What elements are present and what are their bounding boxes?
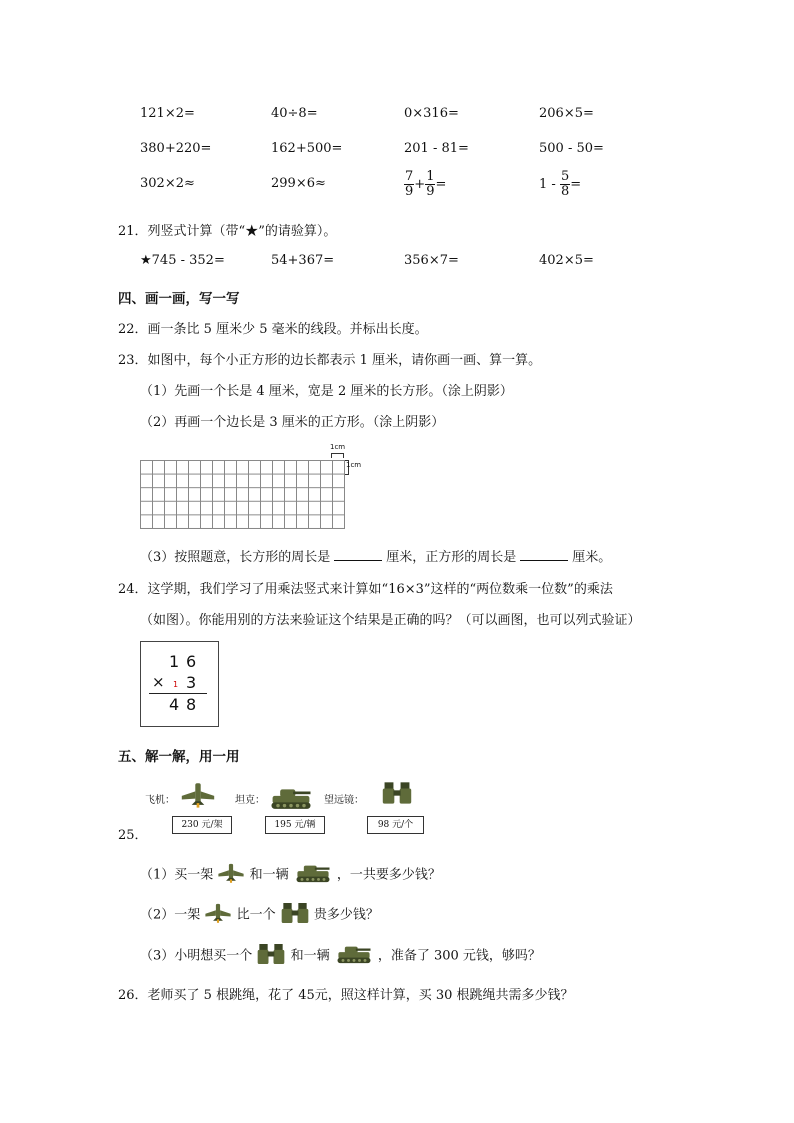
binoculars-price-tag: 98 元/个	[367, 816, 424, 834]
one-minus: 1 -	[539, 177, 556, 192]
plus-sign: +	[414, 177, 426, 192]
fraction-7-9	[404, 170, 414, 199]
p3-text-b: 厘米，正方形的周长是	[386, 550, 517, 565]
q21-item-4: 402×5=	[539, 253, 594, 268]
p3-text-c: ，准备了 300 元钱，够吗？	[377, 948, 541, 964]
unit-label-top: 1cm	[330, 443, 346, 451]
binoculars-label: 望远镜：	[324, 795, 364, 806]
q21-item-2: 54+367=	[271, 253, 335, 268]
p3-text-b: 和一辆	[290, 948, 330, 964]
denominator: 9	[426, 184, 435, 199]
square-perimeter-blank[interactable]	[520, 548, 568, 561]
denominator: 9	[405, 184, 414, 199]
calc-row-2-col-3: 201 - 81=	[404, 141, 469, 156]
plane-label: 飞机：	[145, 795, 175, 806]
rectangle-perimeter-blank[interactable]	[334, 548, 382, 561]
q21-item-3: 356×7=	[404, 253, 459, 268]
numerator: 7	[405, 169, 414, 184]
q25-part-3	[140, 942, 541, 970]
question-24-line-2: （如图）。你能用别的方法来验证这个结果是正确的吗？（可以画图，也可以列式验证）	[140, 613, 641, 628]
p2-text-b: 比一个	[236, 907, 276, 923]
denominator: 8	[560, 184, 570, 199]
fraction-1-9	[425, 170, 435, 199]
fraction-5-8	[560, 170, 570, 199]
question-24-line-1: 24．这学期，我们学习了用乘法竖式来计算如“16×3”这样的“两位数乘一位数”的乘法	[118, 582, 613, 597]
binoculars-icon	[280, 901, 310, 925]
question-23-title: 23．如图中，每个小正方形的边长都表示 1 厘米，请你画一画、算一算。	[118, 353, 542, 368]
p1-text-b: 和一辆	[249, 867, 289, 883]
p3-text-c: 厘米。	[572, 550, 612, 565]
equals-sign: =	[435, 177, 447, 192]
tank-icon	[334, 943, 374, 965]
p2-text-c: 贵多少钱？	[313, 907, 379, 923]
fraction-difference	[539, 170, 581, 199]
numerator: 5	[560, 169, 570, 184]
plane-icon	[204, 898, 232, 928]
vertical-multiplication-box	[140, 641, 219, 727]
question-25-number: 25．	[118, 828, 148, 843]
question-23-part-2: （2）再画一个边长是 3 厘米的正方形。（涂上阴影）	[140, 415, 445, 430]
tank-icon	[293, 862, 333, 884]
plane-icon	[180, 780, 216, 810]
digit-4: 4	[169, 695, 180, 714]
section-5-heading: 五、解一解，用一用	[118, 749, 240, 765]
question-22: 22．画一条比 5 厘米少 5 毫米的线段。并标出长度。	[118, 322, 428, 337]
calc-row-2-col-4: 500 - 50=	[539, 141, 604, 156]
q25-part-2	[140, 898, 379, 928]
calc-row-3-col-2: 299×6≈	[271, 176, 326, 191]
digit-8: 8	[186, 695, 197, 714]
question-26: 26．老师买了 5 根跳绳，花了 45元，照这样计算，买 30 根跳绳共需多少钱？	[118, 988, 574, 1003]
p2-text-a: （2）一架	[140, 907, 201, 923]
tank-price-tag: 195 元/辆	[265, 816, 325, 834]
p3-text-a: （3）小明想买一个	[140, 948, 253, 964]
calc-row-1-col-2: 40÷8=	[271, 106, 318, 121]
q25-part-1	[140, 858, 441, 888]
calc-row-3-col-1: 302×2≈	[140, 176, 195, 191]
calc-row-1-col-3: 0×316=	[404, 106, 459, 121]
square-grid	[140, 460, 345, 529]
calc-row-2-col-1: 380+220=	[140, 141, 212, 156]
unit-label-side: 1cm	[346, 461, 362, 469]
calc-row-2-col-2: 162+500=	[271, 141, 343, 156]
equals-sign: =	[570, 177, 582, 192]
p3-text-a: （3）按照题意，长方形的周长是	[140, 550, 331, 565]
plane-icon	[217, 858, 245, 888]
unit-bracket-top	[331, 453, 344, 458]
carry-digit: 1	[173, 680, 179, 689]
calc-row-1-col-1: 121×2=	[140, 106, 195, 121]
digit-1: 1	[169, 652, 180, 671]
binoculars-icon	[381, 780, 413, 806]
tank-label: 坦克：	[235, 795, 265, 806]
digit-6: 6	[186, 652, 197, 671]
numerator: 1	[426, 169, 435, 184]
times-sign: ×	[152, 673, 165, 691]
q21-item-1: ★745 - 352=	[140, 253, 225, 268]
result-line	[149, 693, 207, 694]
p1-text-c: ，一共要多少钱？	[336, 867, 441, 883]
question-21-title: 21．列竖式计算（带“★”的请验算）。	[118, 224, 337, 239]
calc-row-1-col-4: 206×5=	[539, 106, 594, 121]
section-4-heading: 四、画一画，写一写	[118, 291, 240, 307]
plane-price-tag: 230 元/架	[172, 816, 232, 834]
binoculars-icon	[256, 942, 286, 966]
question-23-part-1: （1）先画一个长是 4 厘米，宽是 2 厘米的长方形。（涂上阴影）	[140, 384, 513, 399]
fraction-sum	[404, 170, 446, 199]
question-23-part-3	[140, 546, 611, 565]
p1-text-a: （1）买一架	[140, 867, 214, 883]
tank-icon	[268, 785, 314, 811]
digit-3: 3	[186, 673, 197, 692]
